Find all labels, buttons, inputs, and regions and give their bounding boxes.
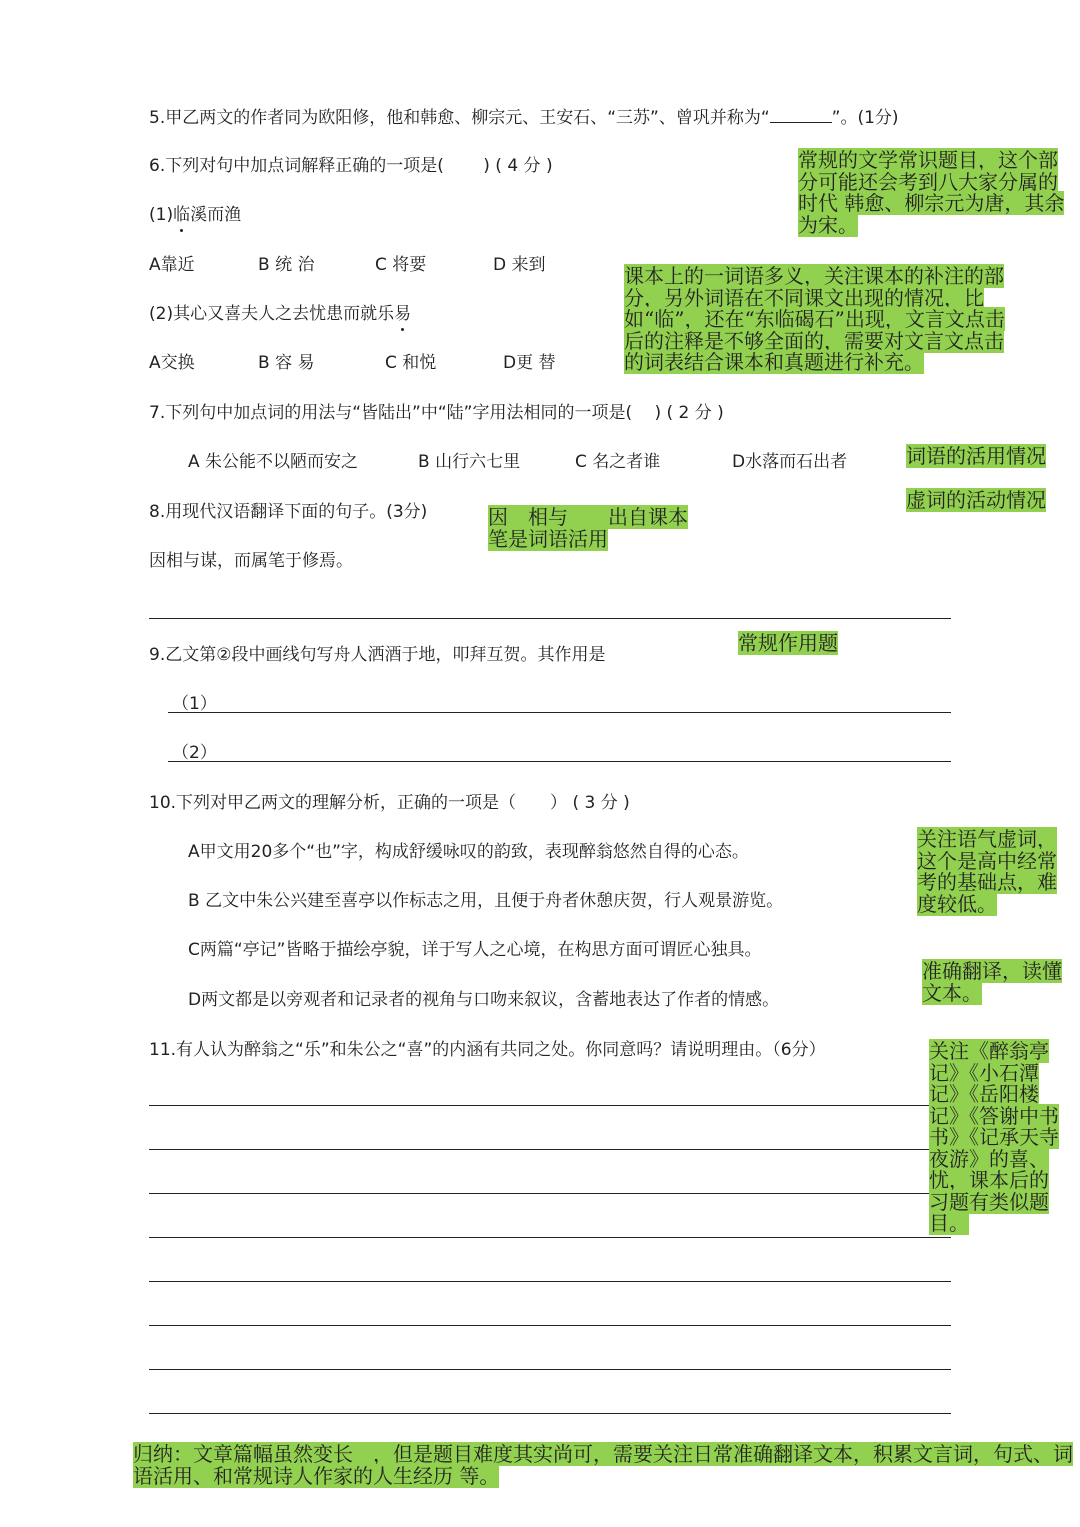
- q11-answer-line[interactable]: [149, 1237, 951, 1238]
- q5-text: 5.甲乙两文的作者同为欧阳修，他和韩愈、柳宗元、王安石、“三苏”、曾巩并称为“: [149, 108, 770, 128]
- q8-answer-line[interactable]: [149, 618, 951, 619]
- q6-sub1: [149, 204, 241, 226]
- q6-sub1-dotted-word: 临: [173, 205, 191, 225]
- q6-sub1-prefix: (1): [149, 205, 174, 225]
- question-8: 8.用现代汉语翻译下面的句子。(3分): [149, 502, 428, 522]
- q10-option-a[interactable]: A甲文用20多个“也”字，构成舒缓咏叹的韵致，表现醉翁悠然自得的心态。: [188, 842, 749, 862]
- q6-sub2-option-b[interactable]: B 容 易: [258, 353, 315, 373]
- q5-text-after: ”。(1分): [831, 108, 899, 128]
- note-literary-knowledge: 常规的文学常识题目，这个部分可能还会考到八大家分属的时代 韩愈、柳宗元为唐，其余为宋。: [798, 148, 1065, 237]
- q6-sub2: [149, 303, 411, 325]
- q6-sub1-option-b[interactable]: B 统 治: [258, 255, 315, 275]
- q11-answer-line[interactable]: [149, 1281, 951, 1282]
- q6-sub2-option-d[interactable]: D更 替: [503, 353, 556, 373]
- q6-sub1-option-a[interactable]: A靠近: [149, 255, 195, 275]
- note-tone-q10: 关注语气虚词，这个是高中经常考的基础点，难度较低。: [917, 827, 1057, 916]
- q8-sentence: 因相与谋，而属笔于修焉。: [149, 551, 353, 571]
- q7-option-d[interactable]: D水落而石出者: [732, 452, 848, 472]
- q6-sub1-suffix: 溪而渔: [190, 205, 242, 225]
- q7-option-c[interactable]: C 名之者谁: [575, 452, 661, 472]
- note-accurate-translation: 准确翻译，读懂文本。: [922, 959, 1062, 1005]
- q6-sub2-text: (2)其心又喜夫人之去忧患而就乐: [149, 304, 395, 324]
- note-polysemy: 课本上的一词语多义，关注课本的补注的部分，另外词语在不同课文出现的情况，比如“临”，还在“东临碣石”出现，文言文点击后的注释是不够全面的，需要对文言文点击的词表结合课本和真题进行补充。: [624, 264, 1005, 374]
- q10-option-d[interactable]: D两文都是以旁观者和记录者的视角与口吻来叙议，含蓄地表达了作者的情感。: [188, 990, 780, 1010]
- note-word-usage: 词语的活用情况: [906, 444, 1046, 468]
- q6-sub2-option-a[interactable]: A交换: [149, 353, 195, 373]
- q9-line-1-label: （1）: [172, 694, 217, 714]
- question-6: 6.下列对句中加点词解释正确的一项是( ) ( 4 分 ): [149, 156, 553, 176]
- q5-answer-blank[interactable]: [770, 105, 832, 123]
- q11-answer-line[interactable]: [149, 1325, 951, 1326]
- q11-answer-line[interactable]: [149, 1149, 951, 1150]
- note-translation-q8: 因 相与 出自课本笔是词语活用: [488, 505, 688, 551]
- q6-sub2-dotted-word: 易: [394, 304, 412, 324]
- q7-option-b[interactable]: B 山行六七里: [418, 452, 521, 472]
- q6-sub2-option-c[interactable]: C 和悦: [385, 353, 437, 373]
- q11-answer-line[interactable]: [149, 1193, 951, 1194]
- q6-sub1-option-d[interactable]: D 来到: [493, 255, 546, 275]
- q11-answer-line[interactable]: [149, 1413, 951, 1414]
- question-9: 9.乙文第②段中画线句写舟人洒酒于地，叩拜互贺。其作用是: [149, 645, 606, 665]
- note-function-q9: 常规作用题: [738, 631, 838, 655]
- note-function-word: 虚词的活动情况: [906, 488, 1046, 512]
- q11-answer-line[interactable]: [149, 1369, 951, 1370]
- question-11: 11.有人认为醉翁之“乐”和朱公之“喜”的内涵有共同之处。你同意吗？请说明理由。（6分）: [149, 1040, 826, 1060]
- question-5: [149, 105, 899, 129]
- q9-answer-line-2[interactable]: [168, 761, 951, 762]
- q6-sub1-option-c[interactable]: C 将要: [375, 255, 427, 275]
- q9-line-2-label: （2）: [172, 743, 217, 763]
- q10-option-b[interactable]: B 乙文中朱公兴建至喜亭以作标志之用，且便于舟者休憩庆贺，行人观景游览。: [188, 891, 784, 911]
- note-q11-focus: 关注《醉翁亭记》《小石潭记》《岳阳楼记》《答谢中书书》《记承天寺夜游》的喜、忧，课本后的习题有类似题目。: [929, 1039, 1059, 1235]
- q9-answer-line-1[interactable]: [168, 712, 951, 713]
- q11-answer-line[interactable]: [149, 1105, 951, 1106]
- q10-option-c[interactable]: C两篇“亭记”皆略于描绘亭貌，详于写人之心境，在构思方面可谓匠心独具。: [188, 940, 762, 960]
- q7-option-a[interactable]: A 朱公能不以陋而安之: [188, 452, 359, 472]
- note-summary: 归纳：文章篇幅虽然变长 ，但是题目难度其实尚可，需要关注日常准确翻译文本，积累文言词，句式、词语活用、和常规诗人作家的人生经历 等。: [133, 1442, 1073, 1488]
- question-10: 10.下列对甲乙两文的理解分析，正确的一项是（ ） ( 3 分 ): [149, 793, 630, 813]
- question-7: 7.下列句中加点词的用法与“皆陆出”中“陆”字用法相同的一项是( ) ( 2 分 ): [149, 403, 724, 423]
